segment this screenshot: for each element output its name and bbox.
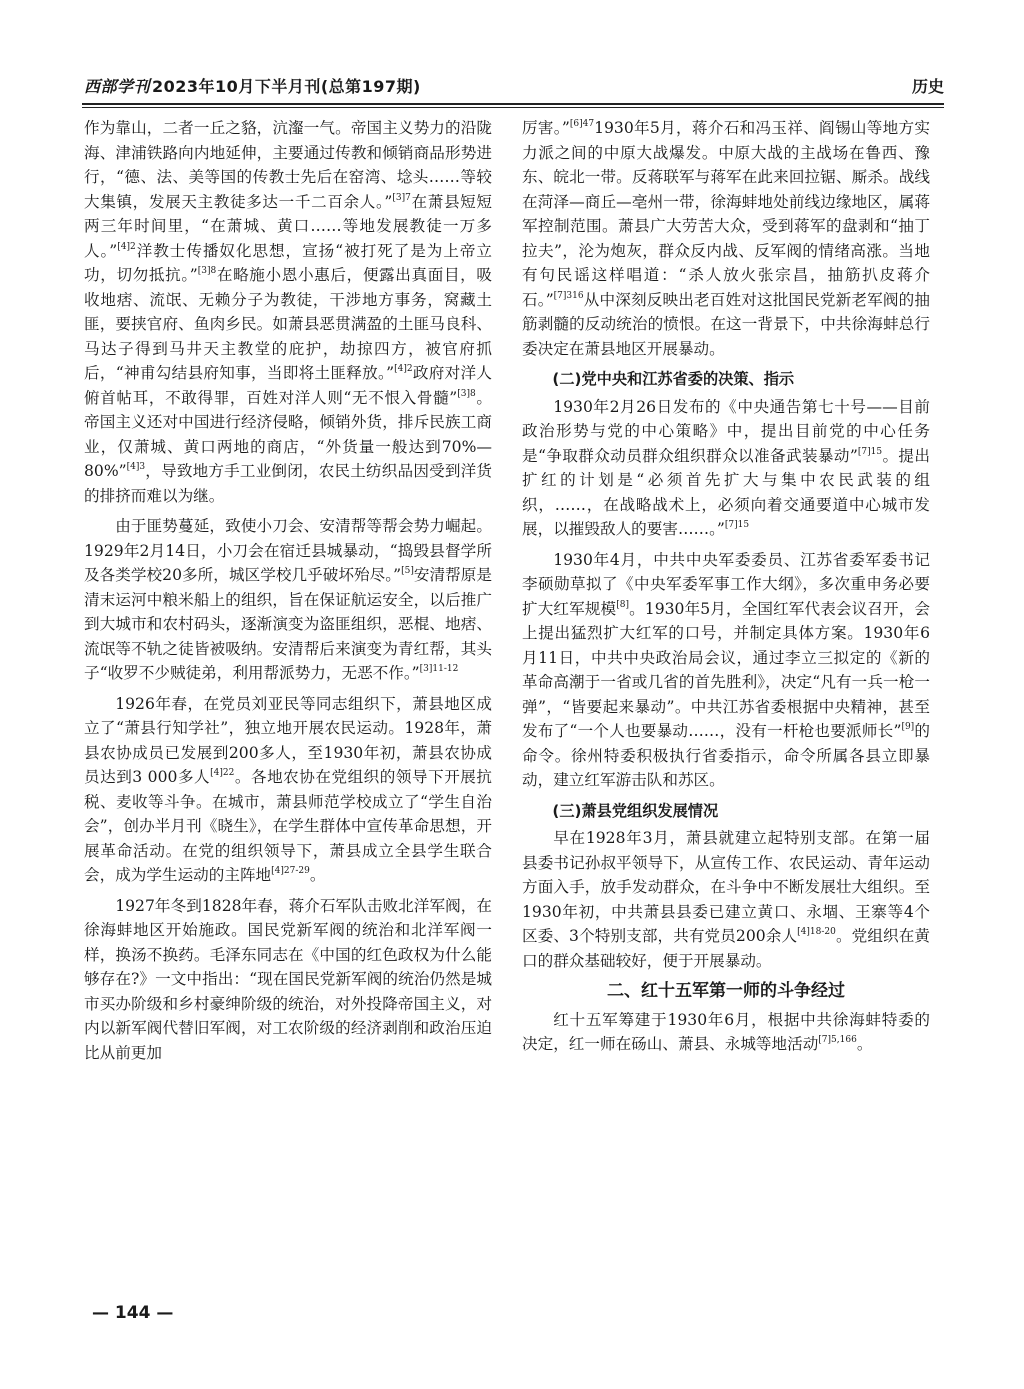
paragraph: 1930年4月，中共中央军委委员、江苏省委军委书记李硕勋草拟了《中央军委军事工作大纲》，多次重申务必要扩大红军规模[8]。1930年5月，全国红军代表会议召开，会上提出猛烈扩大红军的口号，并制定具体方案。1930年6月11日，中共中央政治局会议，通过李立三拟定的《新的革命高潮于一省或几省的首先胜利》，决定“凡有一兵一枪一弹”，“皆要起来暴动”。中共江苏省委根据中央精神，甚至发布了“一个人也要暴动……，没有一杆枪也要派师长”[9]的命令。徐州特委积极执行省委指示，命令所属各县立即暴动，建立红军游击队和苏区。 xyxy=(522,550,930,789)
paragraph: 1926年春，在党员刘亚民等同志组织下，萧县地区成立了“萧县行知学社”，独立地开展农民运动。1928年，萧县农协成员已发展到200多人，至1930年初，萧县农协成员达到3 000多人$^{[4]22}$。各地农协在党组织的领导下开展抗税、麦收等斗争。在城市，萧县师范学校成立了“学生自治会”，创办半月刊《晓生》，在学生群体中宣传革命思想，开展革命活动。在党的组织领导下，萧县成立全县学生联合会，成为学生运动的主阵地$^{[4]27-29}$。 xyxy=(84,694,492,884)
citation: [3]8 xyxy=(197,266,217,276)
citation: [3]8 xyxy=(457,388,476,399)
paragraph: 作为靠山，二者一丘之貉，沆瀣一气。帝国主义势力的沿陇海、津浦铁路向内地延伸，主要通过传教和倾销商品形势进行，“德、法、美等国的传教士先后在窑湾、埝头……等较大集镇，发展天主教徒多达一千二百余人。”$^{[3]7}$在萧县短短两三年时间里，“在萧城、黄口……等地发展教徒一万多人。”$^{[4]2}$洋教士传播奴化思想，宣扬“被打死了是为上帝立功，切勿抵抗。”$^{[3]8}$在略施小恩小惠后，便露出真面目，吸收地痞、流氓、无赖分子为教徒，干涉地方事务，窝藏土匪，要挟官府、鱼肉乡民。如萧县恶贯满盈的土匪马良科、马达子得到马井天主教堂的庇护，劫掠四方，被官府抓后，“神甫勾结县府知事，当即将土匪释放。”$^{[4]2}$政府对洋人俯首帖耳，不敢得罪，百姓对洋人则“无不恨入骨髓”$^{[3]8}$。帝国主义还对中国进行经济侵略，倾销外货，排斥民族工商业，仅萧城、黄口两地的商店，“外货量一般达到70%—80%”$^{[4]3}$，导致地方手工业倒闭，农民土纺织品因受到洋货的排挤而难以为继。 xyxy=(84,119,492,505)
paragraph: 早在1928年3月，萧县就建立起特别支部。在第一届县委书记孙叔平领导下，从宣传工作、农民运动、青年运动方面入手，放手发动群众，在斗争中不断发展壮大组织。至1930年初，中共萧县县委已建立黄口、永堌、王寨等4个区委、3个特别支部，共有党员200余人$^{[4]18-20}$。党组织在黄口的群众基础较好，便于开展暴动。 xyxy=(522,829,930,970)
citation: [5] xyxy=(401,566,414,576)
left-column xyxy=(84,116,492,1071)
page-number: — 144 — xyxy=(92,1303,174,1323)
page-header xyxy=(84,74,944,100)
citation: [7]5,166 xyxy=(818,1035,857,1045)
subsection-heading: (三)萧县党组织发展情况 xyxy=(552,801,719,820)
citation: [4]3 xyxy=(126,462,146,472)
paragraph: 1927年冬到1828年春，蒋介石军队击败北洋军阀，在徐海蚌地区开始施政。国民党新军阀的统治和北洋军阀一样，换汤不换药。毛泽东同志在《中国的红色政权为什么能够存在?》一文中指出：“现在国民党新军阀的统治仍然是城市买办阶级和乡村豪绅阶级的统治，对外投降帝国主义，对内以新军阀代替旧军阀，对工农阶级的经济剥削和政治压迫比从前更加 xyxy=(84,896,492,1062)
citation: [4]27-29 xyxy=(271,866,310,876)
citation: [7]15 xyxy=(857,446,883,457)
paragraph: 红十五军筹建于1930年6月，根据中共徐海蚌特委的决定，红一师在砀山、萧县、永城等地活动$^{[7]5,166}$。 xyxy=(522,1010,930,1053)
citation: [6]47 xyxy=(569,119,595,129)
header-rule-thick xyxy=(82,103,944,105)
citation: [4]2 xyxy=(117,241,136,252)
citation: [4]22 xyxy=(210,768,235,778)
paragraph: 1930年2月26日发布的《中央通告第七十号——目前政治形势与党的中心策略》中，提出目前党的中心任务是“争取群众动员群众组织群众以准备武装暴动”$^{[7]15}$。提出扩红的计划是“必须首先扩大与集中农民武装的组织，……，在战略战术上，必须向着交通要道中心城市发展，以摧毁敌人的要害……。”$^{[7]15}$ xyxy=(522,397,930,538)
paragraph: 由于匪势蔓延，致使小刀会、安清帮等帮会势力崛起。1929年2月14日，小刀会在宿迁县城暴动，“捣毁县督学所及各类学校20多所，城区学校几乎破坏殆尽。”[5]安清帮原是清末运河中粮米船上的组织，旨在保证航运安全，以后推广到大城市和农村码头，逐渐演变为盗匪组织，恶棍、地痞、流氓等不轨之徒皆被吸纳。安清帮后来演变为青红帮，其头子“收罗不少贼徒弟，利用帮派势力，无恶不作。”$^{[3]11-12}$ xyxy=(84,517,492,682)
right-column xyxy=(522,116,930,1063)
subsection-heading: (二)党中央和江苏省委的决策、指示 xyxy=(552,370,795,388)
journal-issue xyxy=(84,74,421,97)
paragraph: 厉害。”$^{[6]47}$1930年5月，蒋介石和冯玉祥、阎锡山等地方实力派之间的中原大战爆发。中原大战的主战场在鲁西、豫东、皖北一带。反蒋联军与蒋军在此来回拉锯、厮杀。战线在菏泽—商丘—亳州一带，徐海蚌地处前线边缘地区，属蒋军控制范围。萧县广大劳苦大众，受到蒋军的盘剥和“抽丁拉夫”，沦为炮灰，群众反内战、反军阀的情绪高涨。当地有句民谣这样唱道：“杀人放火张宗昌，抽筋扒皮蒋介石。”$^{[7]316}$从中深刻反映出老百姓对这批国民党新老军阀的抽筋剥髓的反动统治的愤恨。在这一背景下，中共徐海蚌总行委决定在萧县地区开展暴动。 xyxy=(522,119,930,358)
citation: [7]15 xyxy=(724,520,750,530)
citation: [4]18-20 xyxy=(797,927,836,937)
section-heading: 二、红十五军第一师的斗争经过 xyxy=(607,981,845,1001)
citation: [8] xyxy=(616,599,629,610)
journal-logo: 西部学刊 xyxy=(84,77,151,96)
citation: [7]316 xyxy=(553,290,584,301)
issue-label: 2023年10月下半月刊(总第197期) xyxy=(152,77,421,96)
section-label: 历史 xyxy=(911,77,944,96)
header-rule-thin xyxy=(82,107,944,108)
citation: [9] xyxy=(901,722,915,732)
citation: [3]7 xyxy=(392,192,411,203)
citation: [3]11-12 xyxy=(419,664,459,674)
citation: [4]2 xyxy=(394,364,413,374)
